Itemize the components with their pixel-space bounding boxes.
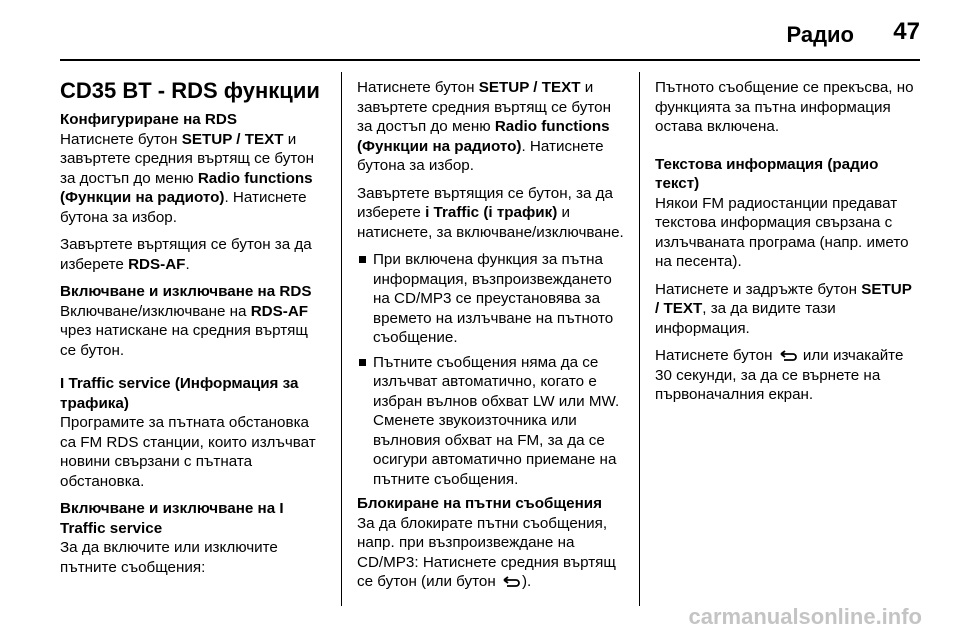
list-item: При включена функция за пътна информация, възпроизвеждането на CD/MP3 се преустановява за времето на излъчване на пътното съобщение. [357, 250, 627, 348]
column-3 [655, 78, 920, 413]
rds-select-text: Завъртете въртящия се бутон за да изберете RDS-AF. [60, 236, 312, 273]
column-1 [60, 78, 328, 585]
column-divider-2 [639, 72, 640, 606]
block-traffic-text: За да блокирате пътни съобщения, напр. при възпроизвеждане на CD/MP3: Натиснете средния въртящ се бутон (или бутон ). [357, 514, 616, 590]
interruption-text: Пътното съобщение се прекъсва, но функцията за пътна информация остава включена. [655, 79, 914, 135]
column-divider-1 [341, 72, 342, 606]
traffic-menu-text: Натиснете бутон SETUP / TEXT и завъртете средния въртящ се бутон за достъп до меню Radio functions (Функции на радиото). Натиснете бутона за избор. [357, 79, 611, 174]
block-traffic-heading: Блокиране на пътни съобщения [357, 495, 603, 512]
header-rule [60, 59, 920, 61]
traffic-service-heading: I Traffic service (Информация за трафика) [60, 375, 299, 412]
traffic-select-text: Завъртете въртящия се бутон, за да изберете i Traffic (i трафик) и натиснете, за включване/изключване. [357, 184, 624, 241]
list-item: Пътните съобщения няма да се излъчват автоматично, когато е избран вълнов обхват LW или MW. Сменете звукоизточника или вълновия обхват на FM, за да се осигури автоматично приемане на пътните съобщения. [357, 353, 627, 490]
radio-text-heading: Текстова информация (радио текст) [655, 155, 879, 192]
radio-text-return: Натиснете бутон или изчакайте 30 секунди, за да се върнете на първоначалния екран. [655, 347, 904, 403]
traffic-toggle-heading: Включване и изключване на I Traffic service [60, 500, 284, 537]
section-title: CD35 BT - RDS функции [60, 78, 320, 103]
rds-toggle-heading: Включване и изключване на RDS [60, 283, 312, 300]
column-2 [357, 78, 627, 600]
bullet-icon [359, 256, 366, 263]
rds-config-text: Натиснете бутон SETUP / TEXT и завъртете средния въртящ се бутон за достъп до меню Radio functions (Функции на радиото). Натиснете бутона за избор. [60, 130, 314, 226]
back-icon [502, 576, 520, 588]
traffic-toggle-text: За да включите или изключите пътните съобщения: [60, 539, 278, 576]
watermark: carmanualsonline.info [688, 604, 922, 629]
radio-text-description: Някои FM радиостанции предават текстова информация свързана с излъчваната програма (напр. името на песента). [655, 194, 909, 270]
header-section-title: Радио [786, 22, 854, 47]
radio-text-show: Натиснете и задръжте бутон SETUP / TEXT, за да видите тази информация. [655, 280, 912, 337]
bullet-icon [359, 359, 366, 366]
traffic-notes-list [357, 250, 627, 489]
traffic-service-text: Програмите за пътната обстановка са FM RDS станции, които излъчват новини свързани с пътната обстановка. [60, 414, 316, 490]
rds-config-heading: Конфигуриране на RDS [60, 111, 237, 128]
back-icon [779, 350, 797, 362]
rds-toggle-text: Включване/изключване на RDS-AF чрез натискане на средния въртящ се бутон. [60, 302, 309, 359]
page-number: 47 [893, 18, 920, 45]
